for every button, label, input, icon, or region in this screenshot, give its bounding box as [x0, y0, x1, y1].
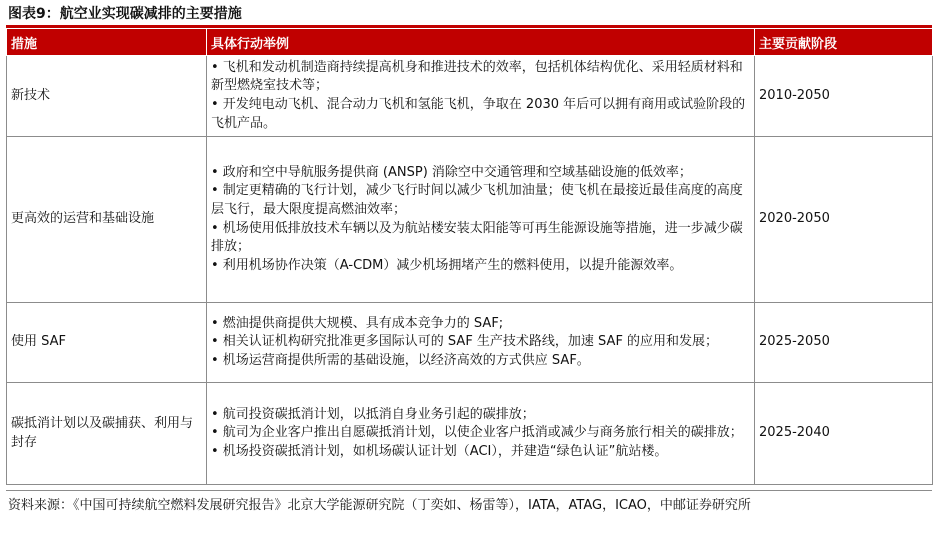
example-item: • 飞机和发动机制造商持续提高机身和推进技术的效率，包括机体结构优化、采用轻质材料和新型燃烧室技术等； — [211, 59, 743, 94]
measures-table — [6, 28, 933, 485]
examples-cell — [207, 137, 755, 303]
table-row — [7, 56, 933, 137]
table-row — [7, 137, 933, 303]
examples-cell — [207, 383, 755, 485]
figure-title: 图表9：航空业实现碳减排的主要措施 — [8, 6, 242, 22]
example-item: • 机场使用低排放技术车辆以及为航站楼安装太阳能等可再生能源设施等措施，进一步减少碳排放； — [211, 220, 743, 255]
table-header — [7, 29, 933, 56]
bottom-rule — [6, 490, 932, 491]
header-measure: 措施 — [7, 29, 207, 56]
example-item: • 制定更精确的飞行计划，减少飞行时间以减少飞机加油量；使飞机在最接近最佳高度的高度层飞行，最大限度提高燃油效率； — [211, 183, 743, 217]
example-item: • 燃油提供商提供大规模、具有成本竞争力的 SAF; — [211, 315, 504, 331]
stage-cell: 2020-2050 — [755, 137, 933, 303]
example-item: • 政府和空中导航服务提供商 (ANSP) 消除空中交通管理和空域基础设施的低效率； — [211, 164, 692, 180]
header-examples: 具体行动举例 — [207, 29, 755, 56]
example-item: • 航司为企业客户推出自愿碳抵消计划，以使企业客户抵消或减少与商务旅行相关的碳排放； — [211, 425, 743, 441]
example-item: • 相关认证机构研究批准更多国际认可的 SAF 生产技术路线，加速 SAF 的应用和发展； — [211, 334, 719, 350]
example-item: • 开发纯电动飞机、混合动力飞机和氢能飞机，争取在 2030 年后可以拥有商用或试验阶段的 飞机产品。 — [211, 97, 746, 131]
measure-cell: 新技术 — [7, 56, 207, 137]
measure-cell: 使用 SAF — [7, 303, 207, 383]
table-row — [7, 303, 933, 383]
header-stage: 主要贡献阶段 — [755, 29, 933, 56]
example-item: • 机场运营商提供所需的基础设施，以经济高效的方式供应 SAF。 — [211, 352, 590, 368]
example-item: • 航司投资碳抵消计划，以抵消自身业务引起的碳排放； — [211, 406, 535, 422]
stage-cell: 2010-2050 — [755, 56, 933, 137]
header-row — [7, 29, 933, 56]
example-item: • 利用机场协作决策（A-CDM）减少机场拥堵产生的燃料使用，以提升能源效率。 — [211, 257, 683, 273]
stage-cell: 2025-2050 — [755, 303, 933, 383]
examples-cell — [207, 303, 755, 383]
table-row — [7, 383, 933, 485]
measure-cell: 碳抵消计划以及碳捕获、利用与封存 — [7, 383, 207, 485]
table-body — [7, 56, 933, 485]
examples-cell — [207, 56, 755, 137]
example-item: • 机场投资碳抵消计划，如机场碳认证计划（ACI），并建造“绿色认证”航站楼。 — [211, 443, 668, 459]
stage-cell: 2025-2040 — [755, 383, 933, 485]
source-note: 资料来源：《中国可持续航空燃料发展研究报告》北京大学能源研究院（丁奕如、杨雷等），IATA，ATAG，ICAO，中邮证券研究所 — [8, 498, 751, 513]
measure-cell: 更高效的运营和基础设施 — [7, 137, 207, 303]
